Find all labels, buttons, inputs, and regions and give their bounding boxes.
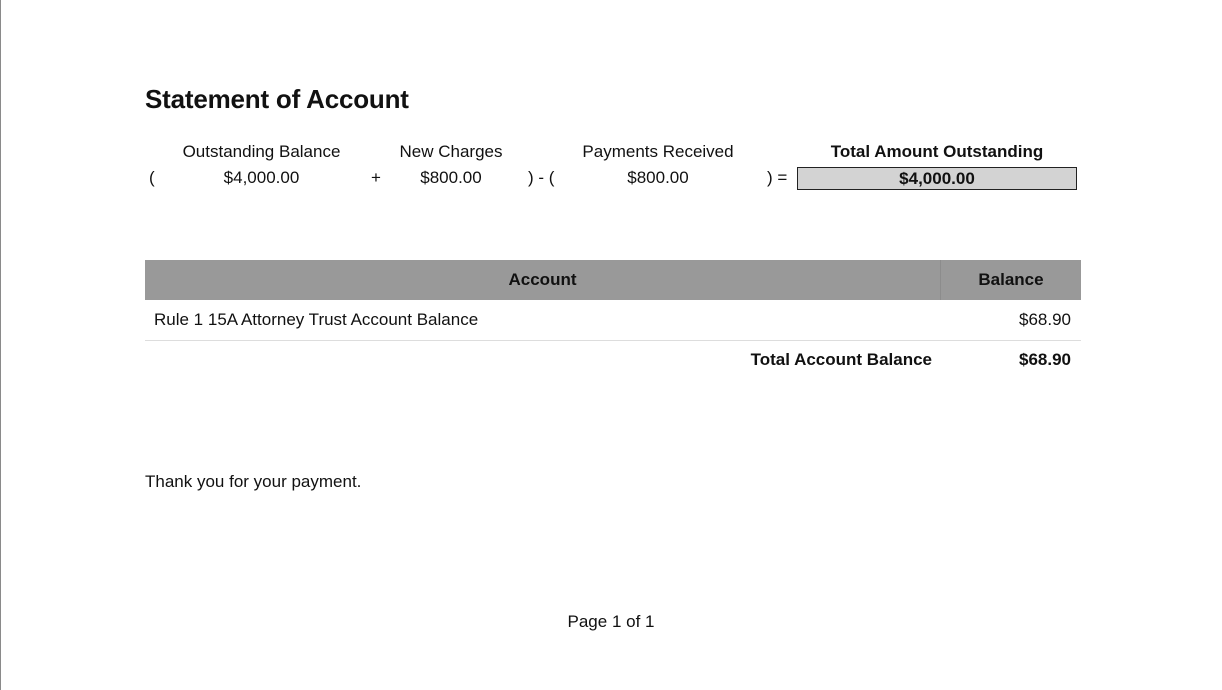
account-name: Rule 1 15A Attorney Trust Account Balance: [154, 310, 479, 329]
outstanding-balance-label: Outstanding Balance: [182, 142, 341, 161]
thank-you-message: Thank you for your payment.: [145, 472, 362, 491]
account-table-header: [145, 260, 1081, 300]
page-edge: [0, 0, 1, 690]
total-account-balance-label: Total Account Balance: [750, 350, 932, 369]
account-column-header: Account: [508, 270, 577, 289]
total-amount-outstanding-value: $4,000.00: [797, 167, 1077, 190]
open-paren: (: [149, 168, 155, 187]
page-number: Page 1 of 1: [567, 612, 655, 631]
equals-sign: ) =: [767, 168, 788, 187]
outstanding-balance-value: $4,000.00: [223, 168, 300, 187]
table-row: [145, 300, 1081, 341]
balance-column-header: Balance: [978, 270, 1044, 289]
statement-title: Statement of Account: [145, 84, 409, 114]
new-charges-value: $800.00: [420, 168, 482, 187]
new-charges-label: New Charges: [399, 142, 503, 161]
plus-sign: +: [371, 168, 381, 187]
payments-received-label: Payments Received: [582, 142, 734, 161]
total-account-balance-value: $68.90: [1019, 350, 1071, 369]
minus-group: ) - (: [528, 168, 555, 187]
payments-received-value: $800.00: [627, 168, 689, 187]
account-balance: $68.90: [1019, 310, 1071, 329]
total-amount-outstanding-label: Total Amount Outstanding: [830, 142, 1044, 161]
